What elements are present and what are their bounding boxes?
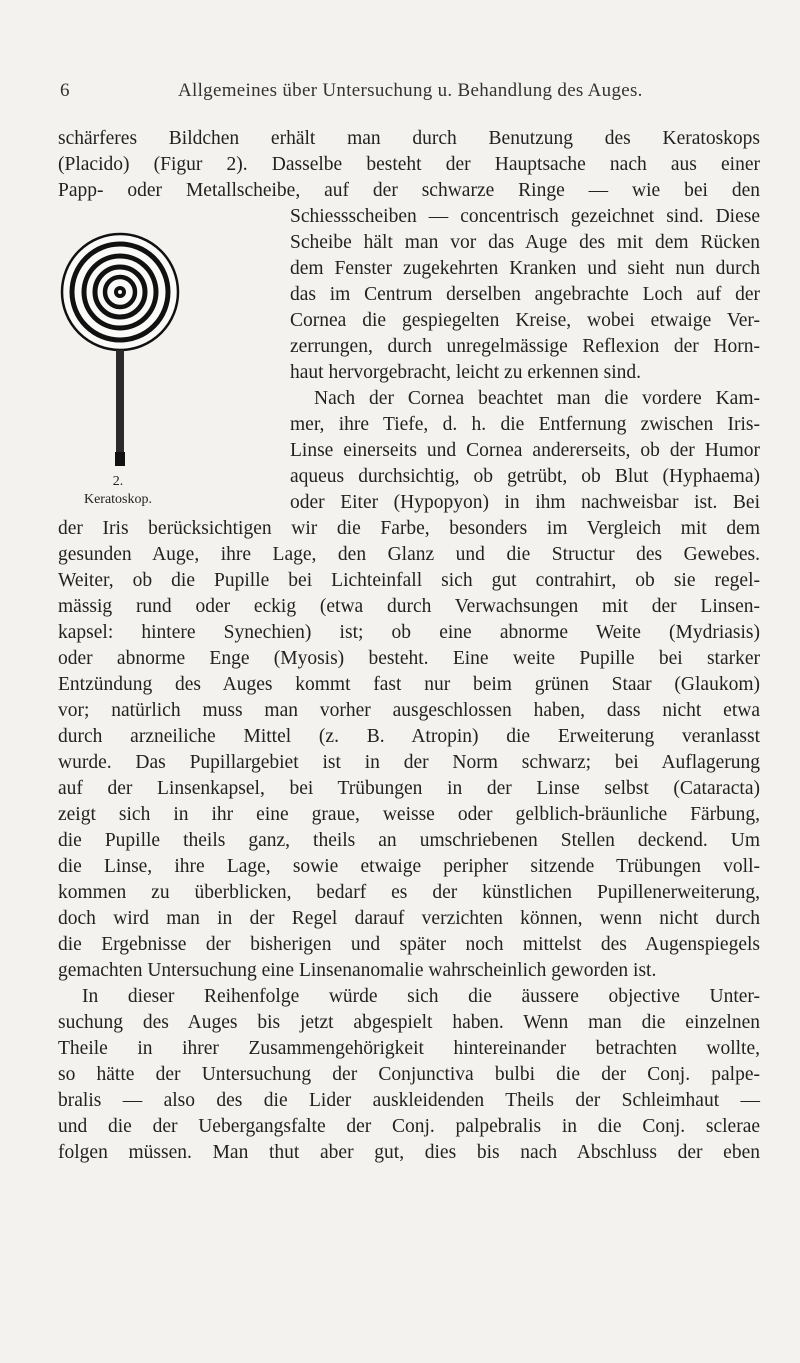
text-line: zerrungen, durch unregelmässige Reflexion der Horn- — [290, 336, 760, 357]
text-line: Linse einerseits und Cornea andererseits, ob der Humor — [290, 440, 760, 461]
keratoscope-disc — [62, 234, 178, 350]
text-line: Papp- oder Metallscheibe, auf der schwarze Ringe — wie bei den — [58, 180, 760, 201]
text-line: schärferes Bildchen erhält man durch Benutzung des Keratoskops — [58, 128, 760, 149]
text-line: bralis — also des die Lider auskleidenden Theils der Schleimhaut — — [58, 1090, 760, 1111]
text-line: Entzündung des Auges kommt fast nur beim grünen Staar (Glaukom) — [58, 674, 760, 695]
running-title: Allgemeines über Untersuchung u. Behandlung des Auges. — [178, 80, 643, 101]
page-number: 6 — [60, 80, 70, 101]
text-line: oder abnorme Enge (Myosis) besteht. Eine weite Pupille bei starker — [58, 648, 760, 669]
text-line: die Ergebnisse der bisherigen und später noch mittelst des Augenspiegels — [58, 934, 760, 955]
text-line: suchung des Auges bis jetzt abgespielt haben. Wenn man die einzelnen — [58, 1012, 760, 1033]
text-line: das im Centrum derselben angebrachte Loch auf der — [290, 284, 760, 305]
keratoscope-handle — [115, 350, 125, 466]
text-line: doch wird man in der Regel darauf verzichten können, wenn nicht durch — [58, 908, 760, 929]
text-line: mer, ihre Tiefe, d. h. die Entfernung zwischen Iris- — [290, 414, 760, 435]
text-line: kommen zu überblicken, bedarf es der künstlichen Pupillenerweiterung, — [58, 882, 760, 903]
text-line: so hätte der Untersuchung der Conjunctiva bulbi die der Conj. palpe- — [58, 1064, 760, 1085]
text-line: Theile in ihrer Zusammengehörigkeit hintereinander betrachten wollte, — [58, 1038, 760, 1059]
text-line: folgen müssen. Man thut aber gut, dies bis nach Abschluss der eben — [58, 1142, 760, 1163]
text-line: Weiter, ob die Pupille bei Lichteinfall sich gut contrahirt, ob sie regel- — [58, 570, 760, 591]
figure-number: 2. — [112, 474, 124, 489]
text-line: In dieser Reihenfolge würde sich die äussere objective Unter- — [82, 986, 760, 1007]
text-line: Nach der Cornea beachtet man die vordere Kam- — [314, 388, 760, 409]
text-line: aqueus durchsichtig, ob getrübt, ob Blut (Hyphaema) — [290, 466, 760, 487]
text-line: durch arzneiliche Mittel (z. B. Atropin) die Erweiterung veranlasst — [58, 726, 760, 747]
text-line: der Iris berücksichtigen wir die Farbe, besonders im Vergleich mit dem — [58, 518, 760, 539]
figure-caption: Keratoskop. — [83, 492, 153, 507]
text-line: haut hervorgebracht, leicht zu erkennen sind. — [290, 362, 642, 383]
keratoscope-figure — [58, 220, 248, 480]
text-line: Schiessscheiben — concentrisch gezeichnet sind. Diese — [290, 206, 760, 227]
text-line: Scheibe hält man vor das Auge des mit dem Rücken — [290, 232, 760, 253]
text-line: zeigt sich in ihr eine graue, weisse oder gelblich-bräunliche Färbung, — [58, 804, 760, 825]
text-line: die Linse, ihre Lage, sowie etwaige peripher sitzende Trübungen voll- — [58, 856, 760, 877]
text-line: gesunden Auge, ihre Lage, den Glanz und die Structur des Gewebes. — [58, 544, 760, 565]
text-line: wurde. Das Pupillargebiet ist in der Norm schwarz; bei Auflagerung — [58, 752, 760, 773]
text-line: Cornea die gespiegelten Kreise, wobei etwaige Ver- — [290, 310, 760, 331]
text-line: gemachten Untersuchung eine Linsenanomalie wahrscheinlich geworden ist. — [58, 960, 657, 981]
text-line: auf der Linsenkapsel, bei Trübungen in der Linse selbst (Cataracta) — [58, 778, 760, 799]
text-line: mässig rund oder eckig (etwa durch Verwachsungen mit der Linsen- — [58, 596, 760, 617]
text-line: kapsel: hintere Synechien) ist; ob eine abnorme Weite (Mydriasis) — [58, 622, 760, 643]
text-line: die Pupille theils ganz, theils an umschriebenen Stellen deckend. Um — [58, 830, 760, 851]
text-line: vor; natürlich muss man vorher ausgeschlossen haben, dass nicht etwa — [58, 700, 760, 721]
text-line: oder Eiter (Hypopyon) in ihm nachweisbar ist. Bei — [290, 492, 760, 513]
text-line: und die der Uebergangsfalte der Conj. palpebralis in die Conj. sclerae — [58, 1116, 760, 1137]
text-line: (Placido) (Figur 2). Dasselbe besteht der Hauptsache nach aus einer — [58, 154, 760, 175]
text-line: dem Fenster zugekehrten Kranken und sieht nun durch — [290, 258, 760, 279]
